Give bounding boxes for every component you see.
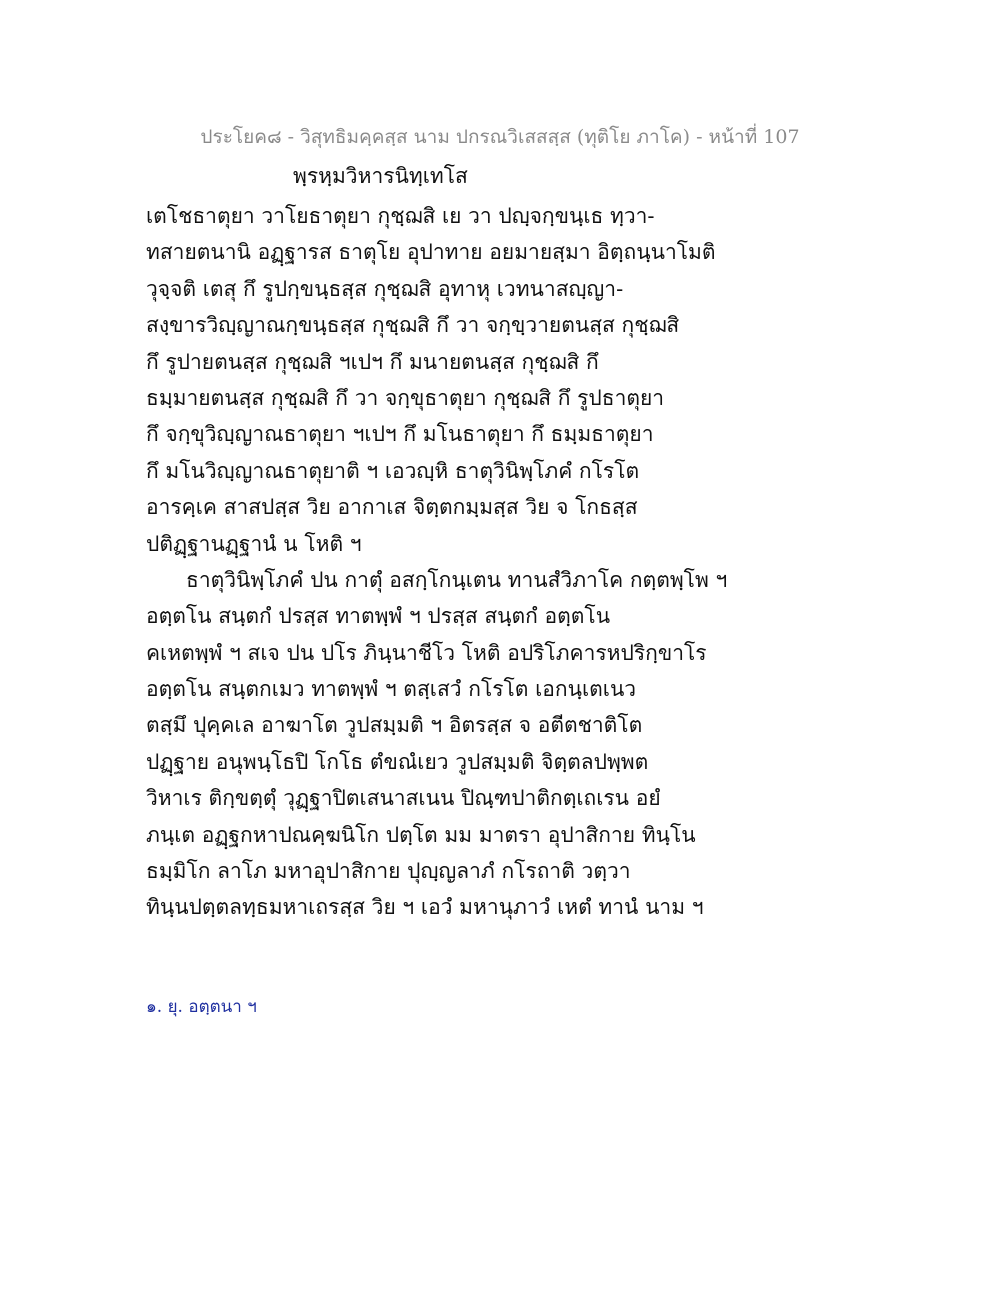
- page-header: ประโยค๘ - วิสุทธิมคฺคสฺส นาม ปกรณวิเสสสฺส (ทุติโย ภาโค) - หน้าที่ 107: [200, 126, 800, 148]
- text-line: ปติฏฺฐานฏฺฐานํ น โหติ ฯ: [146, 531, 362, 556]
- text-line: คเหตพฺพํ ฯ สเจ ปน ปโร ภินฺนาชีโว โหติ อปริโภคารหปริกฺขาโร: [146, 640, 707, 665]
- text-line: อตฺตโน สนฺตกํ ปรสฺส ทาตพฺพํ ฯ ปรสฺส สนฺตกํ อตฺตโน: [146, 604, 611, 629]
- text-line: อารคฺเค สาสปสฺส วิย อากาเส จิตฺตกมฺมสฺส วิย จ โกธสฺส: [146, 495, 638, 520]
- text-line: วุจฺจติ เตสุ กึ รูปกฺขนฺธสฺส กุชฺฌสิ อุทาหุ เวทนาสญฺญา-: [146, 276, 624, 301]
- text-line: สงฺขารวิญฺญาณกฺขนฺธสฺส กุชฺฌสิ กึ วา จกฺขฺวายตนสฺส กุชฺฌสิ: [146, 313, 680, 338]
- body-text: [146, 198, 866, 926]
- text-line: ธมฺมายตนสฺส กุชฺฌสิ กึ วา จกฺขุธาตุยา กุชฺฌสิ กึ รูปธาตุยา: [146, 385, 665, 410]
- text-line: ปฏฺฐาย อนุพนฺโธปิ โกโธ ตํขณํเยว วูปสมฺมติ จิตฺตลปพฺพต: [146, 749, 649, 774]
- section-title: พฺรหฺมวิหารนิทฺเทโส: [293, 164, 468, 188]
- text-line: ธมฺมิโก ลาโภ มหาอุปาสิกาย ปุญฺญลาภํ กโรถาติ วตฺวา: [146, 859, 631, 884]
- text-line: ทินฺนปตฺตลทฺธมหาเถรสฺส วิย ฯ เอวํ มหานุภาวํ เหตํ ทานํ นาม ฯ: [146, 895, 704, 920]
- text-line: ตสฺมึ ปุคฺคเล อาฆาโต วูปสมฺมติ ฯ อิตรสฺส จ อตีตชาติโต: [146, 713, 643, 738]
- footnote: ๑. ยุ. อตฺตนา ฯ: [146, 997, 257, 1017]
- text-line: วิหาเร ติกฺขตฺตุํ วุฏฺฐาปิตเสนาสเนน ปิณฺฑปาติกตฺเถเรน อยํ: [146, 786, 661, 811]
- text-line: ภนฺเต อฏฺฐกหาปณคฺฆนิโก ปตฺโต มม มาตรา อุปาสิกาย ทินฺโน: [146, 822, 696, 847]
- paragraph-2: [146, 562, 866, 926]
- paragraph-1: [146, 198, 866, 562]
- text-line: กึ จกฺขุวิญฺญาณธาตุยา ฯเปฯ กึ มโนธาตุยา กึ ธมฺมธาตุยา: [146, 422, 654, 447]
- text-line: ธาตุวินิพฺโภคํ ปน กาตุํ อสกฺโกนฺเตน ทานสํวิภาโค กตฺตพฺโพ ฯ: [186, 567, 728, 592]
- text-line: กึ รูปายตนสฺส กุชฺฌสิ ฯเปฯ กึ มนายตนสฺส กุชฺฌสิ กึ: [146, 349, 599, 374]
- text-line: กึ มโนวิญฺญาณธาตุยาติ ฯ เอวญฺหิ ธาตุวินิพฺโภคํ กโรโต: [146, 458, 640, 483]
- text-line: เตโชธาตุยา วาโยธาตุยา กุชฺฌสิ เย วา ปญฺจกฺขนฺเธ ทฺวา-: [146, 204, 655, 228]
- text-line: ทสายตนานิ อฏฺฐารส ธาตุโย อุปาทาย อยมายสฺมา อิตฺถนฺนาโมติ: [146, 240, 716, 265]
- text-line: อตฺตโน สนฺตกเมว ทาตพฺพํ ฯ ตสฺเสวํ กโรโต เอกนฺเตเนว: [146, 677, 637, 702]
